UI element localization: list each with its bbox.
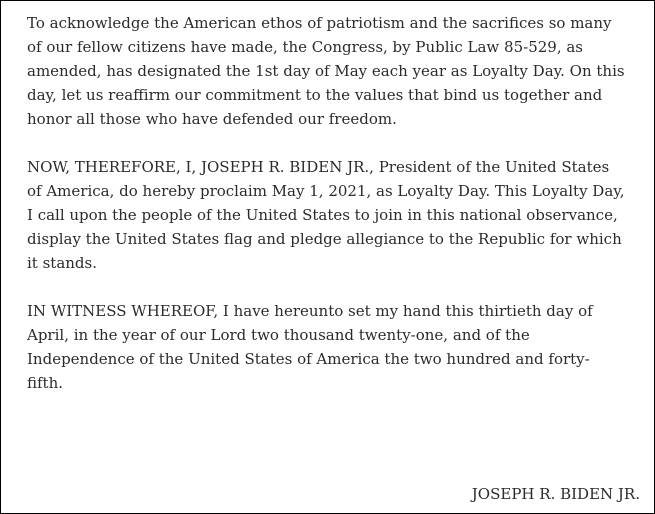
signature: JOSEPH R. BIDEN JR. [471, 485, 640, 503]
paragraph-witness: IN WITNESS WHEREOF, I have hereunto set my hand this thirtieth day of April, in the year of our Lord two thousand twenty-one, and of the Independence of the United States of America the two hundred and forty- fifth. [27, 302, 593, 392]
paragraph-proclamation: NOW, THEREFORE, I, JOSEPH R. BIDEN JR., President of the United States of America, do hereby proclaim May 1, 2021, as Loyalty Day. This Loyalty Day, I call upon the people of the United States to join in this national observance, display the United States flag and pledge allegiance to the Republic for which it stands. [27, 158, 625, 272]
proclamation-body [27, 11, 647, 419]
paragraph-loyalty-day-intro: To acknowledge the American ethos of patriotism and the sacrifices so many of our fellow citizens have made, the Congress, by Public Law 85-529, as amended, has designated the 1st day of May each year as Loyalty Day. On this day, let us reaffirm our commitment to the values that bind us together and honor all those who have defended our freedom. [27, 14, 625, 128]
